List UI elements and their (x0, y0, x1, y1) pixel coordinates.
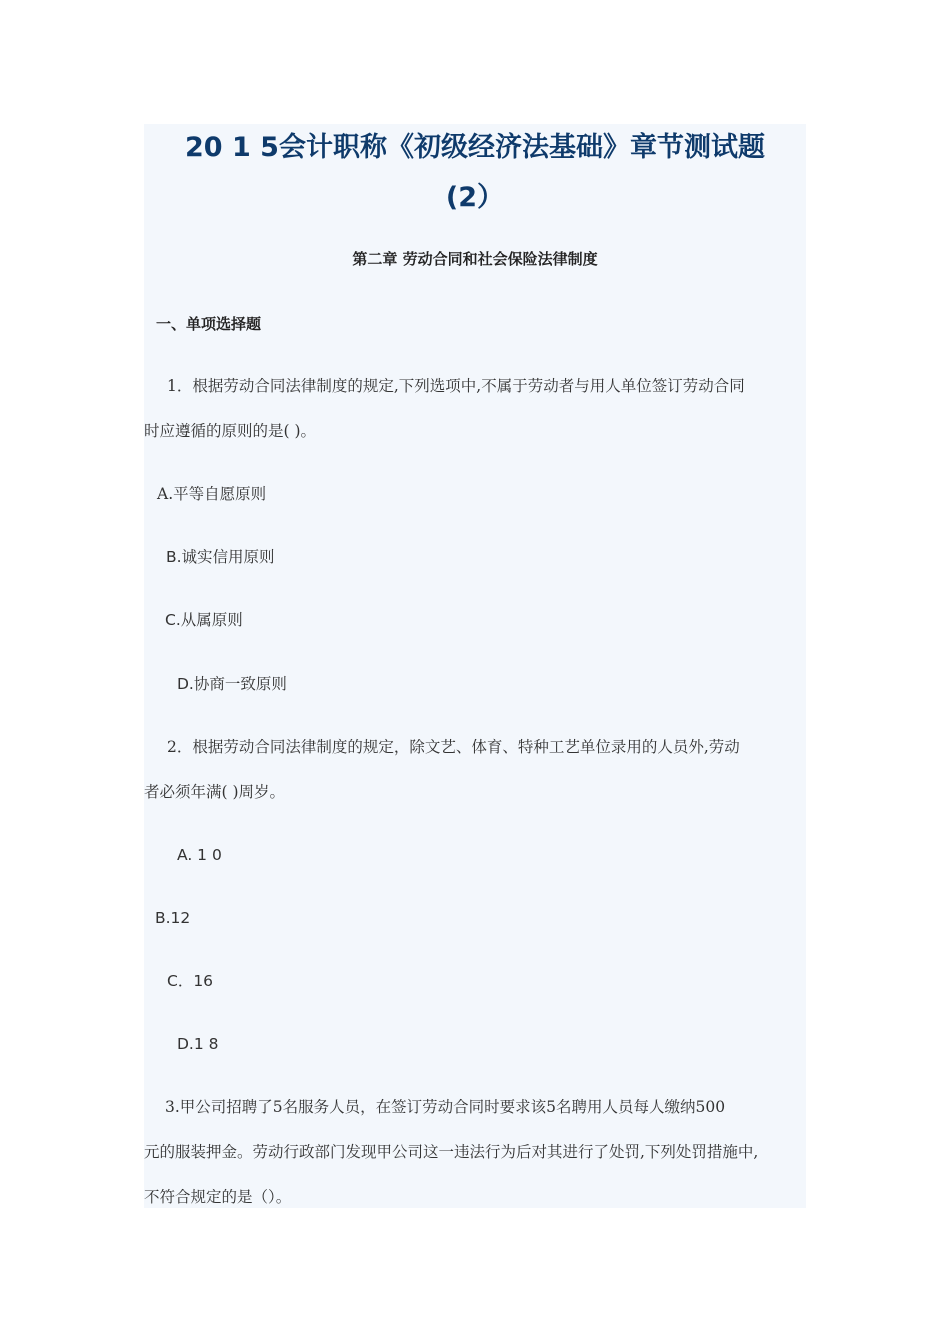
question-2-text-line2: 者必须年满( )周岁。 (144, 783, 286, 801)
question-2-option-c: C．16 (167, 972, 214, 990)
chapter-heading: 第二章 劳动合同和社会保险法律制度 (352, 250, 598, 268)
question-3-text-line1: 3.甲公司招聘了5名服务人员，在签订劳动合同时要求该5名聘用人员每人缴纳500 (165, 1098, 726, 1116)
question-1-option-b: B.诚实信用原则 (166, 548, 275, 566)
section-heading: 一、单项选择题 (156, 315, 262, 333)
question-1-text-line2: 时应遵循的原则的是( )。 (144, 422, 317, 440)
question-1-option-d: D.协商一致原则 (177, 675, 287, 693)
question-2-option-a: A. 1 0 (177, 846, 222, 864)
question-2-text-line1: 2．根据劳动合同法律制度的规定，除文艺、体育、特种工艺单位录用的人员外,劳动 (167, 738, 740, 756)
question-1-option-c: C.从属原则 (165, 611, 243, 629)
question-2-option-d: D.1 8 (177, 1035, 219, 1053)
question-1-text-line1: 1．根据劳动合同法律制度的规定,下列选项中,不属于劳动者与用人单位签订劳动合同 (167, 377, 745, 395)
content-panel (144, 124, 806, 1208)
page-title-line1: 20 1 5会计职称《初级经济法基础》章节测试题 (185, 132, 765, 163)
question-1-option-a: A.平等自愿原则 (157, 485, 267, 503)
question-3-text-line3: 不符合规定的是（）。 (144, 1188, 292, 1206)
question-2-option-b: B.12 (155, 909, 191, 927)
page-title-line2: (2） (445, 182, 505, 213)
question-3-text-line2: 元的服装押金。劳动行政部门发现甲公司这一违法行为后对其进行了处罚,下列处罚措施中, (144, 1143, 759, 1161)
